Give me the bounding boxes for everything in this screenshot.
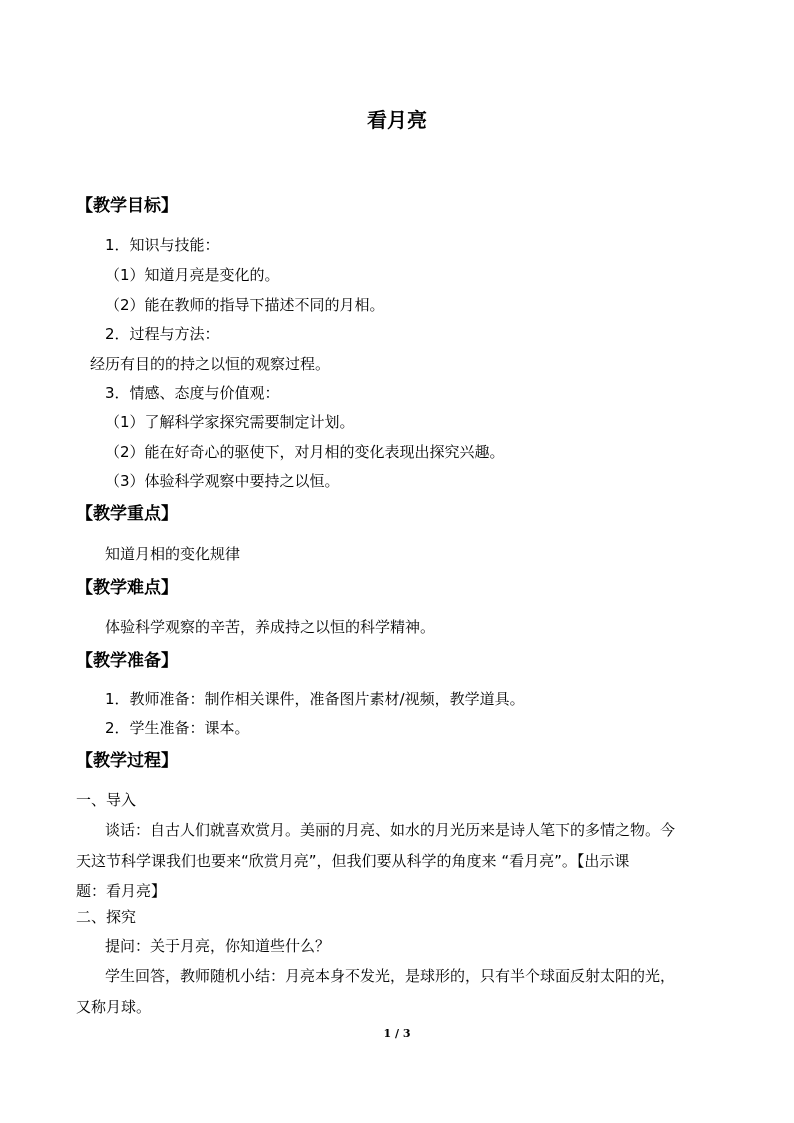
section-heading-objectives: 【教学目标】 xyxy=(76,196,178,216)
preparation-line: 2．学生准备：课本。 xyxy=(105,719,250,737)
process-line: 二、探究 xyxy=(76,908,137,926)
section-heading-preparation: 【教学准备】 xyxy=(76,651,178,671)
document-title: 看月亮 xyxy=(367,108,427,132)
key-point-line: 知道月相的变化规律 xyxy=(105,545,241,563)
difficulty-line: 体验科学观察的辛苦，养成持之以恒的科学精神。 xyxy=(105,618,436,636)
process-line: 提问：关于月亮，你知道些什么？ xyxy=(105,937,331,955)
objective-line: （3）体验科学观察中要持之以恒。 xyxy=(105,472,340,490)
objective-line: 1．知识与技能： xyxy=(105,236,220,254)
process-line: 题：看月亮】 xyxy=(76,882,167,900)
objective-line: （1）知道月亮是变化的。 xyxy=(105,266,280,284)
objective-line: （2）能在教师的指导下描述不同的月相。 xyxy=(105,296,385,314)
page-number: 1 / 3 xyxy=(383,1027,411,1040)
process-line: 天这节科学课我们也要来“欣赏月亮”，但我们要从科学的角度来 “看月亮”。【出示课 xyxy=(76,852,630,870)
objective-line: 经历有目的的持之以恒的观察过程。 xyxy=(90,355,331,373)
process-line: 学生回答，教师随机小结：月亮本身不发光，是球形的，只有半个球面反射太阳的光， xyxy=(105,967,676,985)
section-heading-key-points: 【教学重点】 xyxy=(76,504,178,524)
section-heading-process: 【教学过程】 xyxy=(76,751,178,771)
objective-line: （2）能在好奇心的驱使下，对月相的变化表现出探究兴趣。 xyxy=(105,443,505,461)
preparation-line: 1．教师准备：制作相关课件，准备图片素材/视频，教学道具。 xyxy=(105,690,525,708)
process-line: 又称月球。 xyxy=(76,998,152,1016)
objective-line: 3．情感、态度与价值观： xyxy=(105,384,280,402)
objective-line: （1）了解科学家探究需要制定计划。 xyxy=(105,413,355,431)
objective-line: 2．过程与方法： xyxy=(105,325,220,343)
section-heading-difficulties: 【教学难点】 xyxy=(76,578,178,598)
process-line: 谈话：自古人们就喜欢赏月。美丽的月亮、如水的月光历来是诗人笔下的多情之物。今 xyxy=(105,821,676,839)
process-line: 一、导入 xyxy=(76,791,137,809)
